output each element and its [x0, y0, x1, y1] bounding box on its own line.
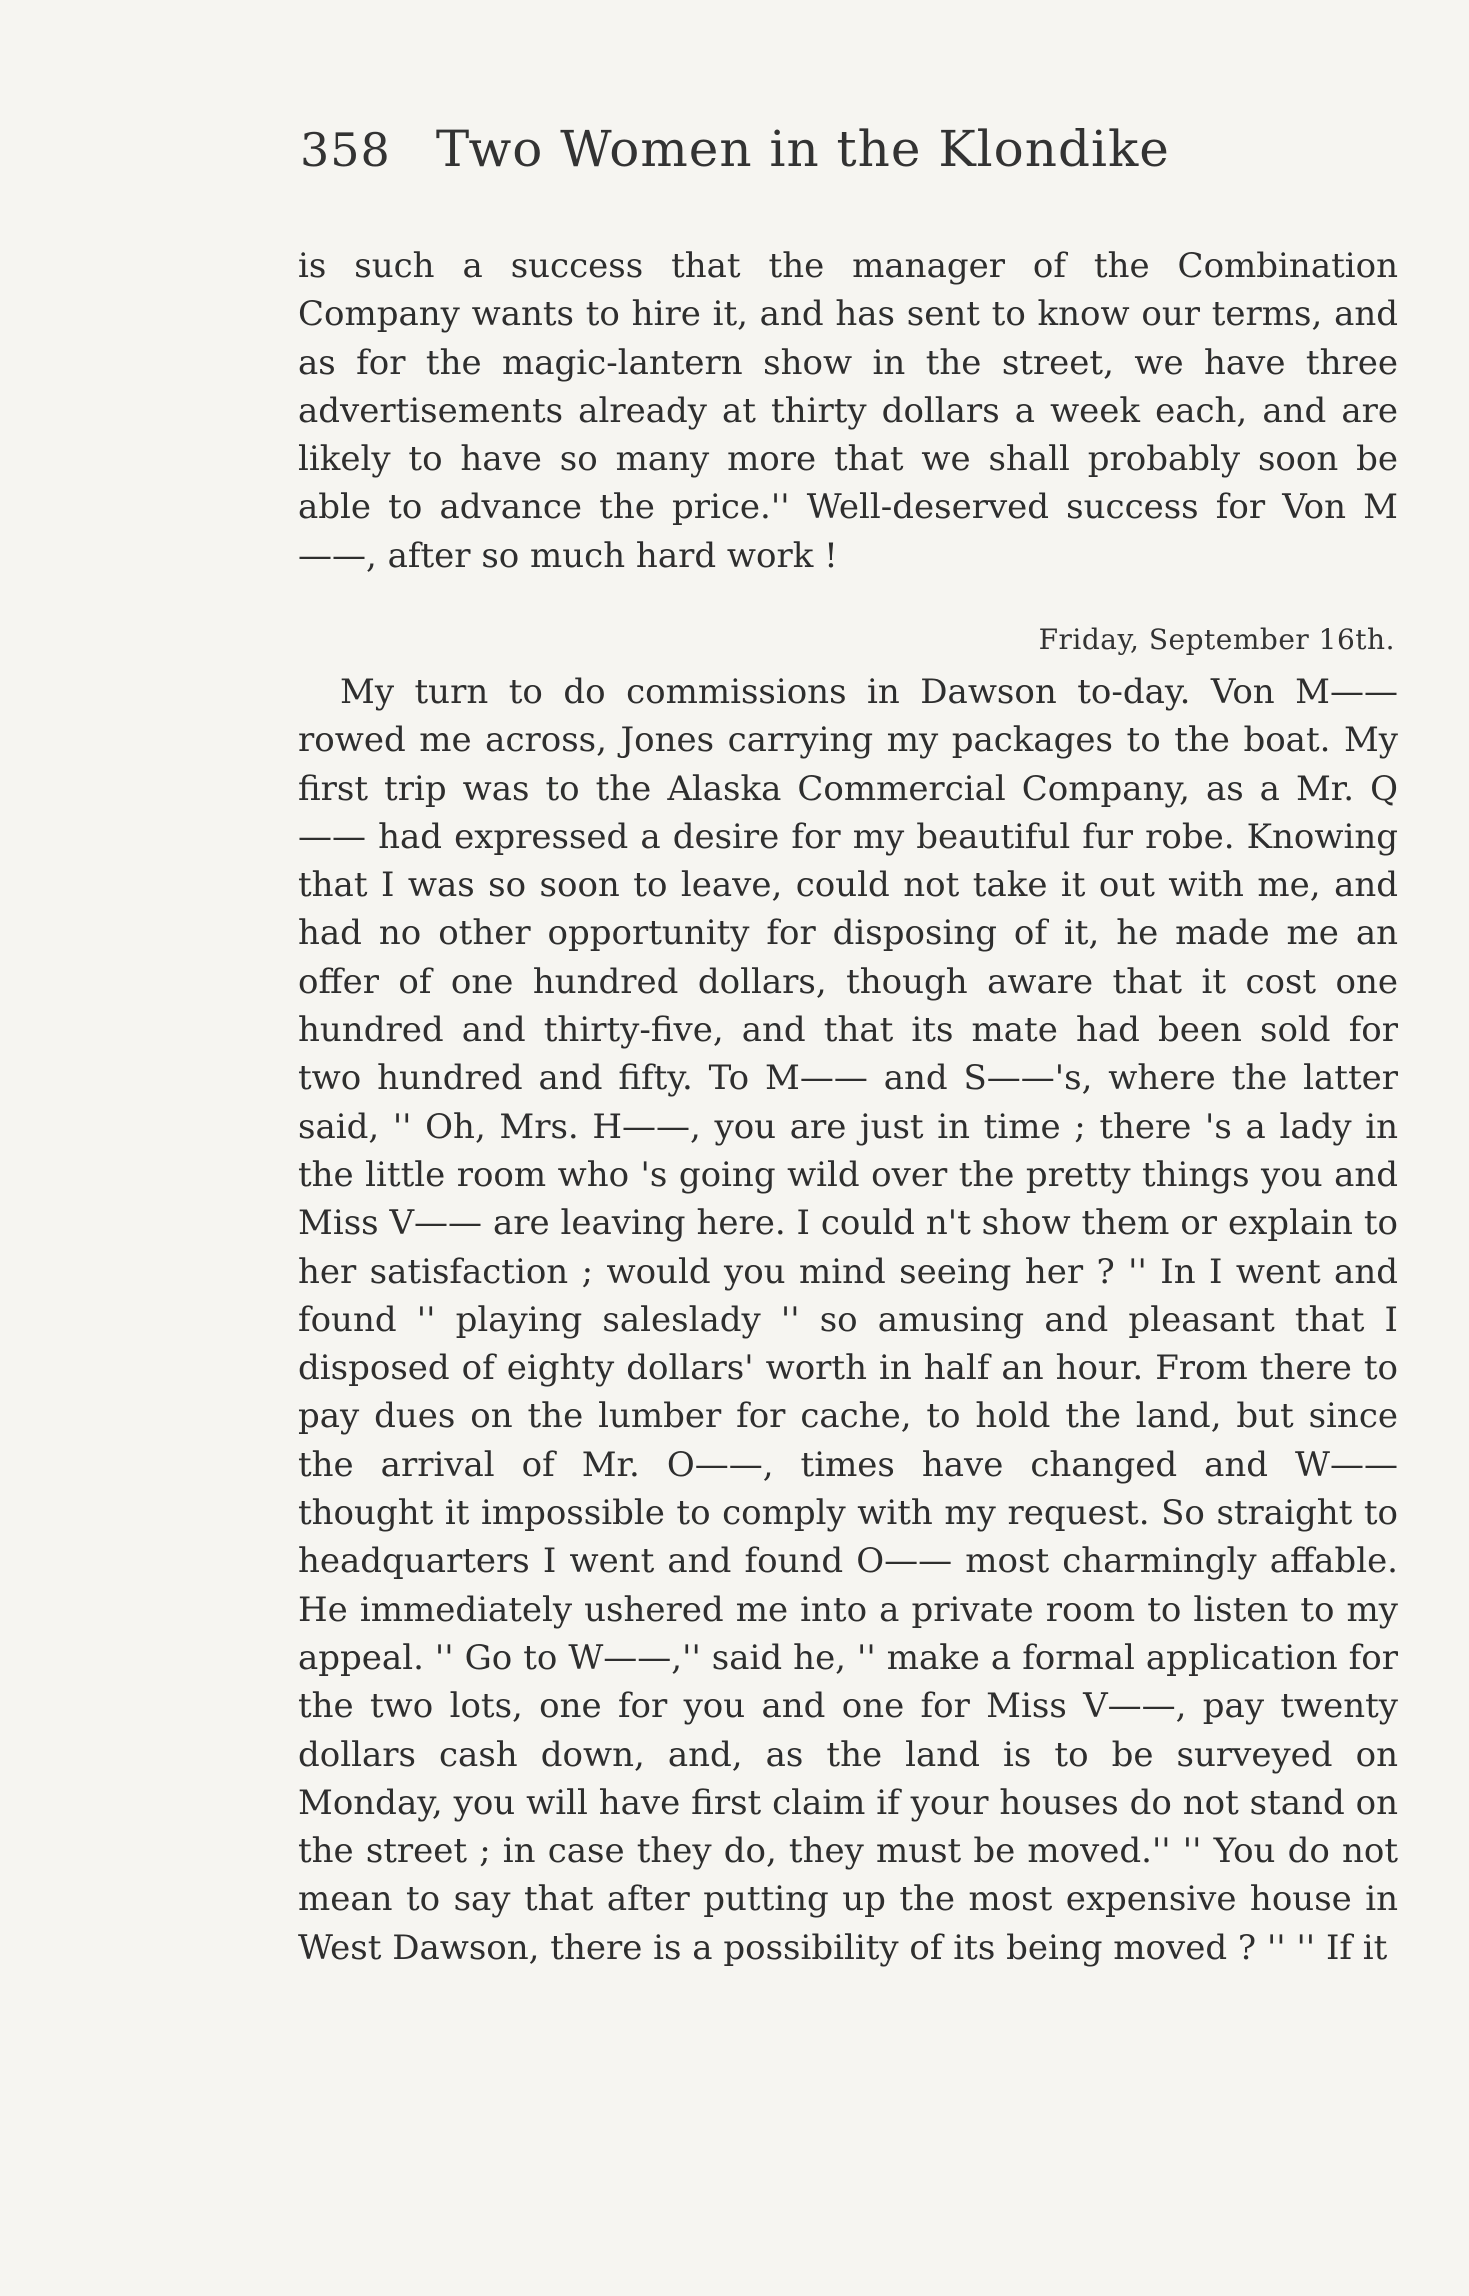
paragraph-2: My turn to do commissions in Dawson to-day. Von M—— rowed me across, Jones carrying my packages to the boat. My first trip was to the Alaska Commercial Company, as a Mr. Q—— had expressed a desire for my beautiful fur robe. Knowing that I was so soon to leave, could not take it out with me, and had no other opportunity for disposing of it, he made me an offer of one hundred dollars, though aware that it cost one hundred and thirty-five, and that its mate had been sold for two hundred and fifty. To M—— and S——'s, where the latter said, '' Oh, Mrs. H——, you are just in time ; there 's a lady in the little room who 's going wild over the pretty things you and Miss V—— are leaving here. I could n't show them or explain to her satisfaction ; would you mind seeing her ? '' In I went and found '' playing saleslady '' so amusing and pleasant that I disposed of eighty dollars' worth in half an hour. From there to pay dues on the lumber for cache, to hold the land, but since the arrival of Mr. O——, times have changed and W—— thought it impossible to comply with my request. So straight to headquarters I went and found O—— most charmingly affable. He immediately ushered me into a private room to listen to my appeal. '' Go to W——,'' said he, '' make a formal application for the two lots, one for you and one for Miss V——, pay twenty dollars cash down, and, as the land is to be surveyed on Monday, you will have first claim if your houses do not stand on the street ; in case they do, they must be moved.'' '' You do not mean to say that after putting up the most expensive house in West Dawson, there is a possibility of its being moved ? '' '' If it: [298, 672, 1398, 1968]
date-line: Friday, September 16th.: [1038, 623, 1395, 656]
page-header: [300, 120, 1220, 200]
running-title: Two Women in the Klondike: [435, 120, 1170, 178]
page-number: 358: [300, 123, 391, 177]
paragraph-1: is such a success that the manager of the Combination Company wants to hire it, and has sent to know our terms, and as for the magic-lantern show in the street, we have three advertisements already at thirty dollars a week each, and are likely to have so many more that we shall probably soon be able to advance the price.'' Well-deserved success for Von M——, after so much hard work !: [298, 246, 1398, 576]
